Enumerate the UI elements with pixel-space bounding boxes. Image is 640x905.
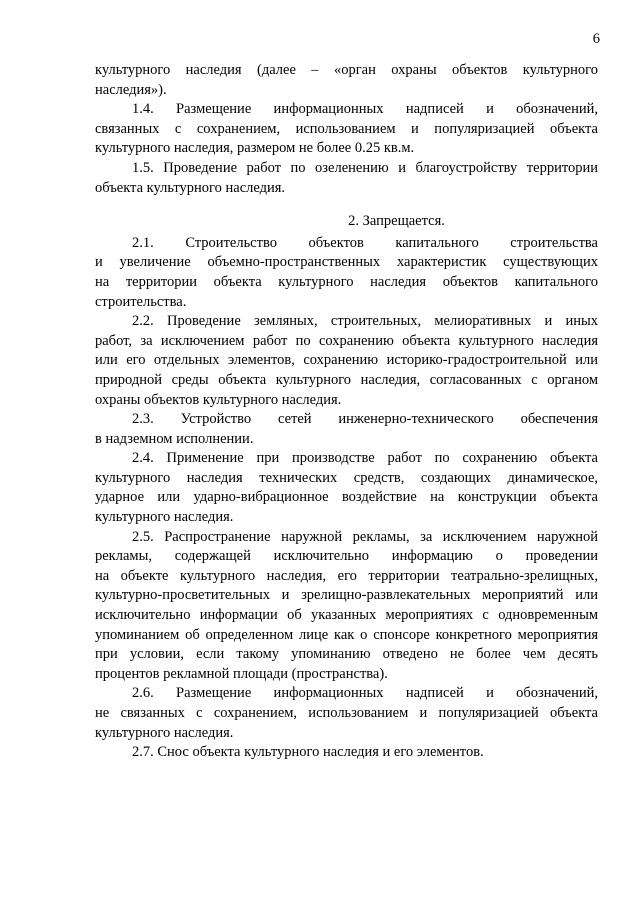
text-line: 2.1. Строительство объектов капитального строительства	[132, 234, 598, 251]
text-line: культурного наследия технических средств, создающих динамическое,	[95, 469, 598, 486]
text-line: 1.5. Проведение работ по озеленению и благоустройству территории	[132, 159, 598, 176]
text-line: культурного наследия, размером не более 0.25 кв.м.	[95, 140, 415, 157]
text-line: культурного наследия.	[95, 724, 234, 741]
text-line: процентов рекламной площади (пространства).	[95, 665, 388, 682]
paragraph-2-7	[95, 743, 598, 763]
paragraph-2-5	[95, 528, 598, 685]
text-line: 2.4. Применение при производстве работ по сохранению объекта	[132, 450, 598, 467]
text-line: ударное или ударно-вибрационное воздействие на конструкции объекта	[95, 489, 598, 506]
text-line: охраны объектов культурного наследия.	[95, 391, 342, 408]
text-line: или его отдельных элементов, сохранению историко-градостроительной или	[95, 352, 598, 369]
text-line: культурного наследия (далее – «орган охраны объектов культурного	[95, 62, 598, 78]
text-line: наследия»).	[95, 81, 167, 98]
text-line: 2.6. Размещение информационных надписей и обозначений,	[132, 685, 598, 702]
section-heading: 2. Запрещается.	[348, 213, 445, 230]
section-heading-wrap	[95, 212, 598, 232]
text-line: исключительно информации об указанных мероприятиях с одновременным	[95, 607, 598, 624]
paragraph-2-2	[95, 312, 598, 410]
paragraph-1-4	[95, 100, 598, 159]
text-line: и увеличение объемно-пространственных характеристик существующих	[95, 254, 598, 271]
text-line: строительства.	[95, 293, 187, 310]
text-line: упоминанием об определенном лице как о спонсоре конкретного мероприятия	[95, 626, 598, 643]
text-line: на территории объекта культурного наследия объектов капитального	[95, 273, 598, 290]
text-line: 1.4. Размещение информационных надписей и обозначений,	[132, 101, 598, 118]
text-line: культурно-просветительных и зрелищно-развлекательных мероприятий или	[95, 587, 598, 604]
paragraph-2-6	[95, 684, 598, 743]
paragraph-1-5	[95, 159, 598, 198]
paragraph-continuation	[95, 61, 598, 100]
paragraph-2-3	[95, 410, 598, 449]
text-line: культурного наследия.	[95, 509, 234, 526]
text-line: природной среды объекта культурного наследия, согласованных с органом	[95, 371, 598, 388]
text-line: рекламы, содержащей исключительно информацию о проведении	[95, 548, 598, 565]
text-line: не связанных с сохранением, использованием и популяризацией объекта	[95, 705, 598, 721]
text-line: связанных с сохранением, использованием и популяризацией объекта	[95, 120, 598, 137]
text-line: при условии, если такому упоминанию отведено не более чем десять	[95, 646, 598, 663]
paragraph-2-1	[95, 234, 598, 312]
text-line: 2.3. Устройство сетей инженерно-технического обеспечения	[132, 411, 598, 428]
paragraph-2-4	[95, 449, 598, 527]
page-number: 6	[592, 31, 600, 47]
text-line: в надземном исполнении.	[95, 430, 254, 447]
text-line: 2.5. Распространение наружной рекламы, за исключением наружной	[132, 528, 598, 545]
text-line: работ, за исключением работ по сохранению объекта культурного наследия	[95, 332, 598, 349]
text-line: 2.2. Проведение земляных, строительных, мелиоративных и иных	[132, 313, 598, 330]
text-line: объекта культурного наследия.	[95, 179, 286, 196]
text-line: 2.7. Снос объекта культурного наследия и его элементов.	[132, 744, 484, 761]
text-line: на объекте культурного наследия, его территории театрально-зрелищных,	[95, 567, 598, 584]
document-body	[95, 61, 598, 763]
